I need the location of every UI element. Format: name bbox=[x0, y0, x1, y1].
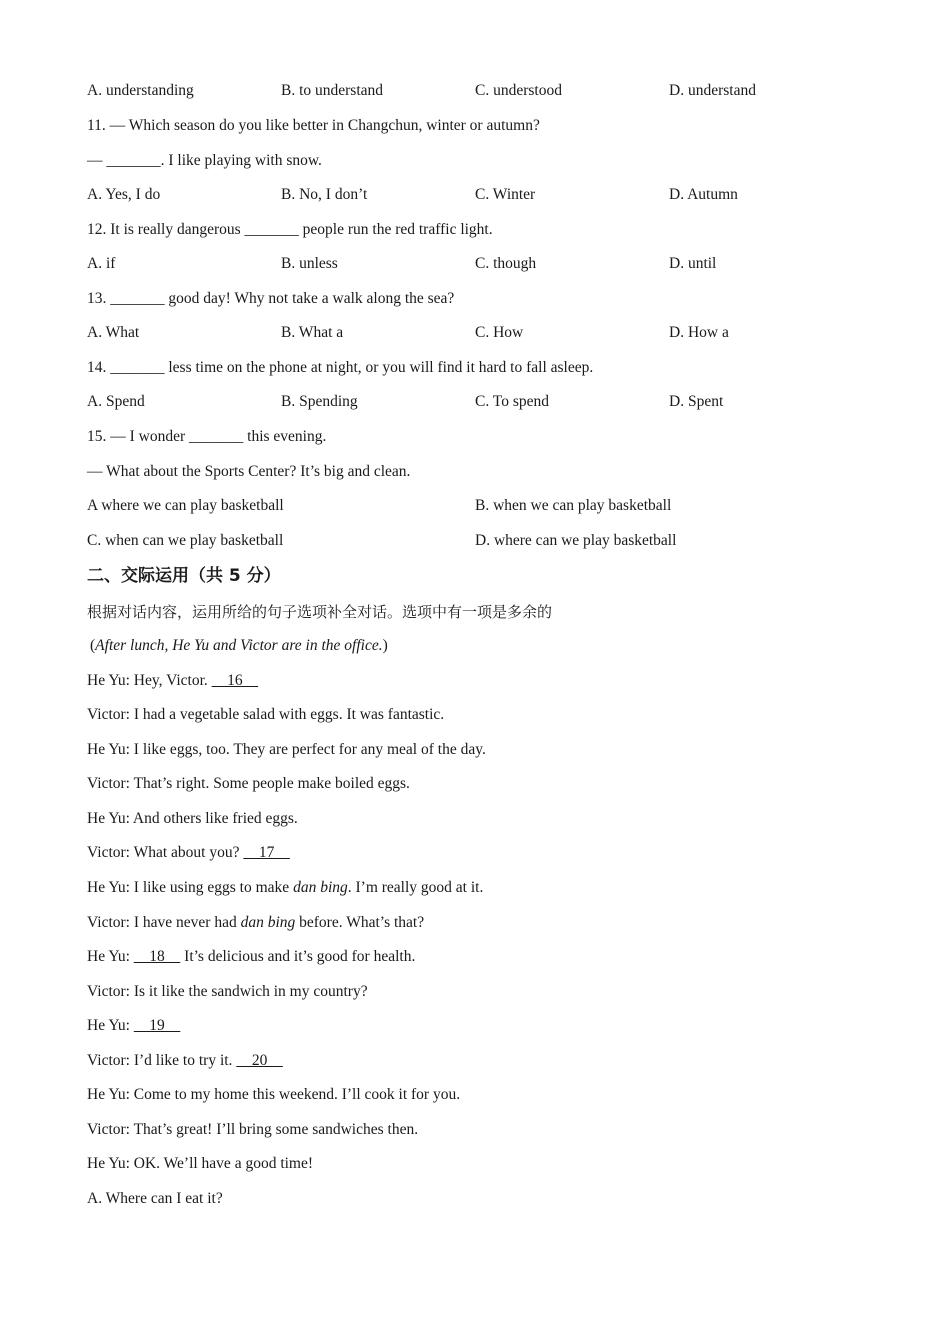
question-11-reply: — _______. I like playing with snow. bbox=[87, 152, 322, 169]
blank-16: 16 bbox=[211, 672, 259, 689]
option-c: C. understood bbox=[475, 82, 562, 99]
option-d: D. How a bbox=[669, 324, 729, 341]
option-c: C. How bbox=[475, 324, 524, 341]
option-d: D. understand bbox=[669, 82, 756, 99]
option-a: A. Yes, I do bbox=[87, 186, 161, 203]
speaker-text: Victor: I’d like to try it. bbox=[87, 1052, 237, 1069]
italic-term: dan bing bbox=[293, 879, 348, 896]
option-d: D. where can we play basketball bbox=[475, 532, 677, 549]
dialogue-line: He Yu: And others like fried eggs. bbox=[87, 810, 298, 827]
option-a: A. Spend bbox=[87, 393, 145, 410]
option-b: B. to understand bbox=[281, 82, 384, 99]
choice-a: A. Where can I eat it? bbox=[87, 1190, 223, 1207]
line-text: before. What’s that? bbox=[295, 914, 425, 931]
question-12-stem: 12. It is really dangerous _______ people run the red traffic light. bbox=[87, 221, 493, 238]
dialogue-line: He Yu: I like eggs, too. They are perfect for any meal of the day. bbox=[87, 741, 486, 758]
question-11-stem: 11. — Which season do you like better in Changchun, winter or autumn? bbox=[87, 117, 540, 134]
dialogue-line bbox=[87, 1051, 283, 1071]
dialogue-line bbox=[87, 843, 290, 863]
option-a: A. if bbox=[87, 255, 116, 272]
option-c: C. when can we play basketball bbox=[87, 532, 284, 549]
option-b: B. What a bbox=[281, 324, 344, 341]
dialogue-line bbox=[87, 1016, 180, 1036]
dialogue-line bbox=[87, 913, 424, 933]
setting-text: After lunch, He Yu and Victor are in the office. bbox=[95, 637, 383, 654]
section-instruction: 根据对话内容，运用所给的句子选项补全对话。选项中有一项是多余的 bbox=[87, 603, 553, 621]
option-c: C. though bbox=[475, 255, 537, 272]
option-b: B. unless bbox=[281, 255, 338, 272]
option-a: A. understanding bbox=[87, 82, 194, 99]
option-d: D. Autumn bbox=[669, 186, 738, 203]
dialogue-setting: (After lunch, He Yu and Victor are in the office.) bbox=[90, 637, 388, 654]
line-text: . I’m really good at it. bbox=[347, 879, 484, 896]
dialogue-line: He Yu: Come to my home this weekend. I’ll cook it for you. bbox=[87, 1086, 461, 1103]
option-c: C. Winter bbox=[475, 186, 536, 203]
option-b: B. when we can play basketball bbox=[475, 497, 672, 514]
question-15-stem: 15. — I wonder _______ this evening. bbox=[87, 428, 327, 445]
blank-17: 17 bbox=[243, 844, 290, 861]
option-b: B. No, I don’t bbox=[281, 186, 368, 203]
line-text: It’s delicious and it’s good for health. bbox=[180, 948, 416, 965]
italic-term: dan bing bbox=[240, 914, 296, 931]
option-b: B. Spending bbox=[281, 393, 358, 410]
dialogue-line bbox=[87, 947, 415, 967]
dialogue-line: Victor: That’s right. Some people make boiled eggs. bbox=[87, 775, 410, 792]
question-13-stem: 13. _______ good day! Why not take a walk along the sea? bbox=[87, 290, 455, 307]
blank-19: 19 bbox=[133, 1017, 181, 1034]
speaker-text: He Yu: Hey, Victor. bbox=[87, 672, 212, 689]
dialogue-line: Victor: I had a vegetable salad with eggs. It was fantastic. bbox=[87, 706, 445, 723]
dialogue-line bbox=[87, 671, 258, 691]
dialogue-line: Victor: That’s great! I’ll bring some sandwiches then. bbox=[87, 1121, 419, 1138]
option-a: A. What bbox=[87, 324, 140, 341]
option-d: D. Spent bbox=[669, 393, 724, 410]
option-d: D. until bbox=[669, 255, 717, 272]
speaker-text: Victor: What about you? bbox=[87, 844, 244, 861]
speaker-text: He Yu: I like using eggs to make bbox=[87, 879, 294, 896]
blank-20: 20 bbox=[236, 1052, 283, 1069]
speaker-text: Victor: I have never had bbox=[87, 914, 241, 931]
option-a: A where we can play basketball bbox=[87, 497, 284, 514]
dialogue-line: He Yu: OK. We’ll have a good time! bbox=[87, 1155, 314, 1172]
option-c: C. To spend bbox=[475, 393, 549, 410]
speaker-text: He Yu: bbox=[87, 1017, 134, 1034]
question-14-stem: 14. _______ less time on the phone at night, or you will find it hard to fall asleep. bbox=[87, 359, 594, 376]
section-heading: 二、交际运用（共 5 分） bbox=[87, 566, 281, 586]
dialogue-line bbox=[87, 878, 483, 898]
question-15-reply: — What about the Sports Center? It’s big and clean. bbox=[87, 463, 411, 480]
speaker-text: He Yu: bbox=[87, 948, 134, 965]
blank-18: 18 bbox=[133, 948, 181, 965]
dialogue-line: Victor: Is it like the sandwich in my country? bbox=[87, 983, 368, 1000]
